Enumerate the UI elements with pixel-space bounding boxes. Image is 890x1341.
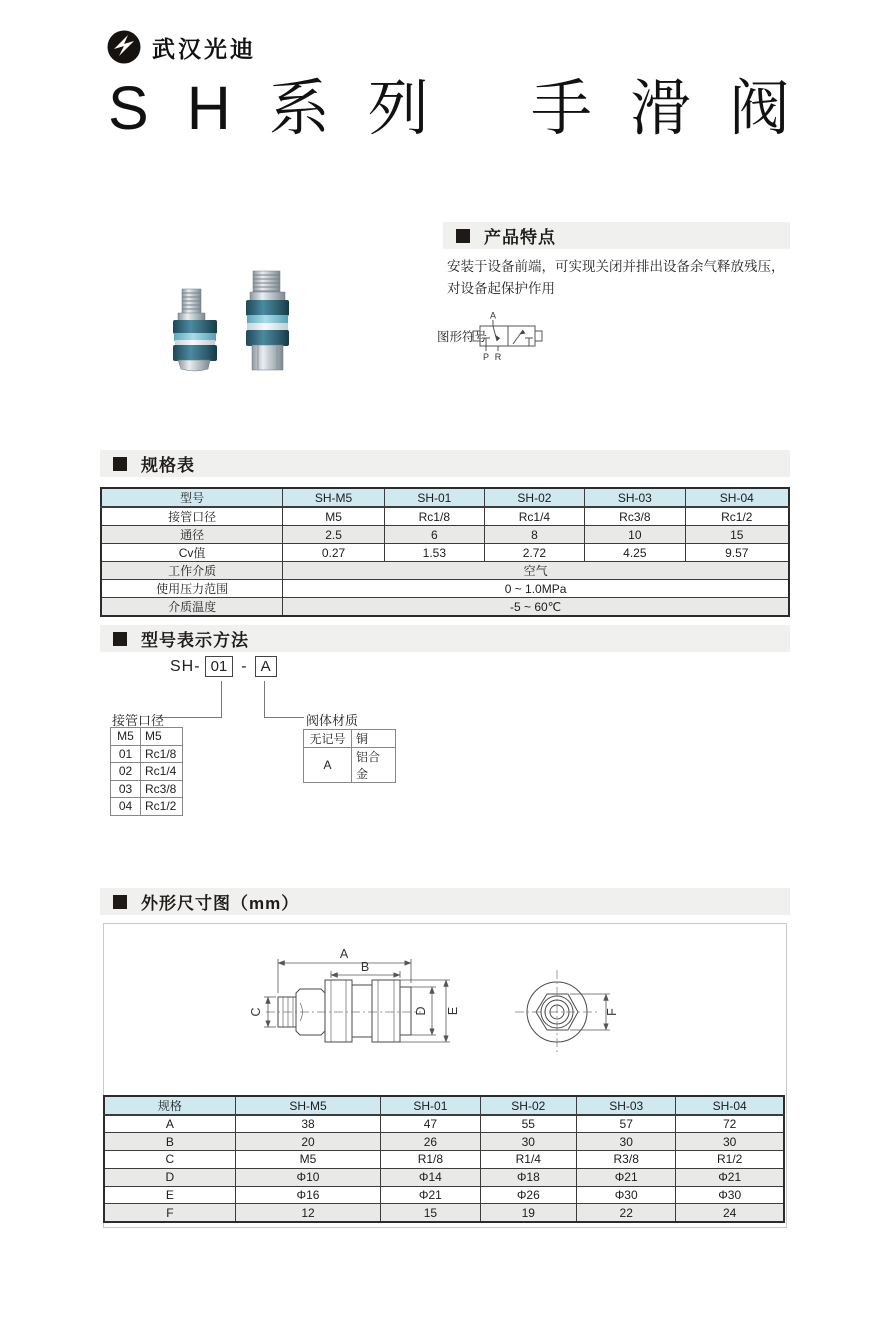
table-cell: Rc1/4	[484, 507, 584, 526]
section-marker-icon	[456, 229, 470, 243]
table-cell: Φ10	[235, 1168, 381, 1186]
symbol-port-r: R	[494, 352, 502, 362]
table-cell: Rc1/8	[141, 745, 183, 763]
table-cell: M5	[235, 1151, 381, 1169]
table-cell: 铜	[352, 730, 396, 748]
table-cell: Rc1/2	[141, 798, 183, 816]
section-marker-icon	[113, 457, 127, 471]
model-title: 型号表示方法	[141, 631, 249, 650]
table-cell: Φ21	[381, 1186, 480, 1204]
table-row	[104, 1204, 784, 1222]
valve-photo-small	[173, 289, 217, 371]
table-cell: 15	[381, 1204, 480, 1222]
table-cell: Rc3/8	[585, 507, 685, 526]
dimension-table	[103, 1095, 785, 1223]
table-cell: M5	[111, 728, 141, 746]
table-cell: 使用压力范围	[101, 580, 283, 598]
dim-label-a: A	[339, 947, 349, 961]
table-row	[104, 1115, 784, 1133]
table-header-cell: SH-02	[480, 1096, 577, 1115]
table-cell: E	[104, 1186, 235, 1204]
title-char: S	[108, 74, 149, 142]
dim-label-c: C	[249, 1007, 263, 1017]
table-cell: B	[104, 1133, 235, 1151]
table-row	[111, 763, 183, 781]
table-cell: 1.53	[384, 544, 484, 562]
dimension-drawing	[103, 923, 787, 1095]
dim-label-b: B	[360, 960, 370, 974]
table-cell: 0.27	[283, 544, 385, 562]
table-cell: 19	[480, 1204, 577, 1222]
table-cell: 6	[384, 526, 484, 544]
title-char: 阀	[728, 74, 790, 142]
table-cell: 72	[676, 1115, 784, 1133]
model-code-prefix: SH-	[170, 657, 201, 675]
table-cell: R1/4	[480, 1151, 577, 1169]
table-cell: 30	[577, 1133, 676, 1151]
table-row	[101, 598, 789, 617]
table-cell: 铝合金	[352, 748, 396, 783]
table-cell: 0 ~ 1.0MPa	[283, 580, 789, 598]
material-label: 阀体材质	[306, 713, 359, 728]
table-cell: 20	[235, 1133, 381, 1151]
table-cell: R1/2	[676, 1151, 784, 1169]
dim-label-e: E	[446, 1006, 460, 1016]
table-row	[304, 748, 396, 783]
table-row	[104, 1168, 784, 1186]
symbol-arrow-up	[520, 330, 526, 335]
spec-title: 规格表	[141, 456, 195, 475]
table-row	[104, 1186, 784, 1204]
table-cell: 接管口径	[101, 507, 283, 526]
table-header-cell: SH-04	[676, 1096, 784, 1115]
table-header-cell: SH-02	[484, 488, 584, 507]
connector-line-port	[156, 681, 222, 718]
table-row	[101, 580, 789, 598]
table-cell: 空气	[283, 562, 789, 580]
table-row	[101, 562, 789, 580]
material-table	[303, 729, 396, 783]
table-header-cell: 规格	[104, 1096, 235, 1115]
table-cell: -5 ~ 60℃	[283, 598, 789, 617]
end-view-centerlines	[515, 970, 599, 1054]
table-cell: Rc1/8	[384, 507, 484, 526]
title-char: 系	[268, 74, 330, 142]
model-section-header	[100, 625, 790, 652]
table-cell: M5	[283, 507, 385, 526]
table-cell: A	[304, 748, 352, 783]
table-header-cell: 型号	[101, 488, 283, 507]
title-char: 列	[367, 74, 429, 142]
table-cell: 30	[480, 1133, 577, 1151]
port-size-label: 接管口径	[112, 713, 165, 728]
brand-header	[106, 28, 256, 66]
port-size-table	[110, 727, 183, 816]
table-cell: 15	[685, 526, 789, 544]
table-cell: 30	[676, 1133, 784, 1151]
features-title: 产品特点	[484, 228, 556, 247]
table-cell: 2.5	[283, 526, 385, 544]
table-header-cell: SH-03	[585, 488, 685, 507]
table-cell: M5	[141, 728, 183, 746]
symbol-label: 图形符号	[437, 330, 488, 344]
table-cell: 通径	[101, 526, 283, 544]
table-cell: C	[104, 1151, 235, 1169]
table-row	[111, 745, 183, 763]
table-header-cell: SH-M5	[235, 1096, 381, 1115]
title-char: 手	[530, 74, 592, 142]
table-row	[304, 730, 396, 748]
table-header-cell: SH-04	[685, 488, 789, 507]
table-header-row	[104, 1096, 784, 1115]
valve-photo-large	[246, 271, 289, 370]
features-section-header	[443, 222, 790, 249]
dim-label-f: F	[605, 1008, 619, 1016]
table-cell: 57	[577, 1115, 676, 1133]
table-cell: 9.57	[685, 544, 789, 562]
table-row	[101, 526, 789, 544]
brand-logo-icon	[106, 29, 142, 65]
table-row	[111, 798, 183, 816]
table-cell: 24	[676, 1204, 784, 1222]
symbol-port-a: A	[489, 312, 497, 321]
table-cell: D	[104, 1168, 235, 1186]
page-title	[108, 74, 790, 142]
model-code	[170, 656, 281, 677]
spec-table	[100, 487, 790, 617]
table-row	[111, 728, 183, 746]
table-header-cell: SH-03	[577, 1096, 676, 1115]
model-code-port-box: 01	[205, 656, 234, 677]
table-cell: 10	[585, 526, 685, 544]
side-view-outline	[278, 980, 411, 1042]
table-cell: Φ21	[577, 1168, 676, 1186]
table-cell: 8	[484, 526, 584, 544]
table-cell: 02	[111, 763, 141, 781]
table-cell: Φ21	[676, 1168, 784, 1186]
dim-label-d: D	[414, 1006, 428, 1016]
model-code-dash: -	[241, 657, 247, 675]
dims-title: 外形尺寸图（mm）	[141, 894, 300, 913]
title-char: 滑	[629, 74, 691, 142]
table-cell: R1/8	[381, 1151, 480, 1169]
table-cell: Cv值	[101, 544, 283, 562]
feature-line-2: 对设备起保护作用	[447, 281, 555, 296]
table-cell: 04	[111, 798, 141, 816]
title-char: H	[186, 74, 231, 142]
spec-section-header	[100, 450, 790, 477]
table-cell: 22	[577, 1204, 676, 1222]
table-cell: Φ30	[676, 1186, 784, 1204]
table-cell: 26	[381, 1133, 480, 1151]
symbol-port-p: P	[482, 352, 490, 362]
table-cell: 01	[111, 745, 141, 763]
table-cell: 无记号	[304, 730, 352, 748]
table-cell: 47	[381, 1115, 480, 1133]
model-code-material-box: A	[255, 656, 277, 677]
brand-name: 武汉光迪	[152, 35, 256, 62]
table-cell: 38	[235, 1115, 381, 1133]
table-cell: Φ26	[480, 1186, 577, 1204]
table-cell: R3/8	[577, 1151, 676, 1169]
feature-line-1: 安装于设备前端，可实现关闭并排出设备余气释放残压，	[447, 259, 785, 274]
table-cell: 12	[235, 1204, 381, 1222]
section-marker-icon	[113, 632, 127, 646]
table-cell: Rc1/2	[685, 507, 789, 526]
table-row	[104, 1151, 784, 1169]
table-row	[111, 780, 183, 798]
table-header-cell: SH-01	[381, 1096, 480, 1115]
table-cell: Φ30	[577, 1186, 676, 1204]
product-photos	[150, 258, 340, 390]
table-header-cell: SH-01	[384, 488, 484, 507]
section-marker-icon	[113, 895, 127, 909]
table-cell: 03	[111, 780, 141, 798]
table-cell: Φ14	[381, 1168, 480, 1186]
table-cell: 4.25	[585, 544, 685, 562]
table-cell: Rc3/8	[141, 780, 183, 798]
table-cell: Rc1/4	[141, 763, 183, 781]
table-row	[101, 507, 789, 526]
table-cell: F	[104, 1204, 235, 1222]
pneumatic-symbol	[470, 312, 552, 366]
table-row	[104, 1133, 784, 1151]
table-cell: 55	[480, 1115, 577, 1133]
table-cell: 介质温度	[101, 598, 283, 617]
table-header-cell: SH-M5	[283, 488, 385, 507]
table-cell: A	[104, 1115, 235, 1133]
table-cell: 2.72	[484, 544, 584, 562]
table-row	[101, 544, 789, 562]
table-cell: Φ18	[480, 1168, 577, 1186]
dims-section-header	[100, 888, 790, 915]
table-cell: Φ16	[235, 1186, 381, 1204]
table-header-row	[101, 488, 789, 507]
connector-line-material	[264, 681, 304, 718]
table-cell: 工作介质	[101, 562, 283, 580]
